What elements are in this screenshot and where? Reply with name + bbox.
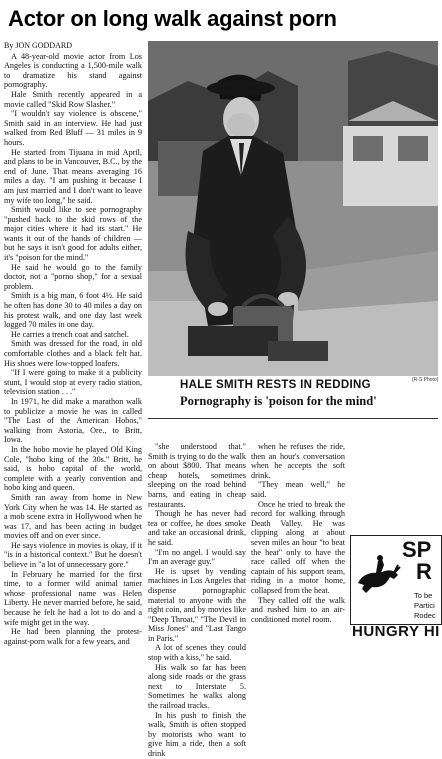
- paragraph: A 48-year-old movie actor from Los Angeles is conducting a 1,500-mile walk to dramatize his stand against pornography.: [4, 51, 142, 90]
- paragraph: "she understood that." Smith is trying to do the walk on about $800. That means cheap hotels, sometimes sleeping on the road behind barns, and eating in cheap restaurants.: [148, 442, 246, 509]
- news-photo: [148, 41, 438, 376]
- paragraph: "I wouldn't say violence is obscene," Smith said in an interview. He had just walked from Red Bluff — 31 miles in 9 hours.: [4, 109, 142, 147]
- photo-credit: (R-S Photo): [412, 377, 439, 383]
- ad-text-line: Partici: [414, 601, 435, 610]
- paragraph: Smith was dressed for the road, in old comfortable clothes and a black felt hat. His shoes were low-topped loafers.: [4, 339, 142, 368]
- paragraph: "I'm no angel. I would say I'm an average guy.": [148, 547, 246, 567]
- paragraph: In the hobo movie he played Old King Cole, "hobo king of the 30s." Britt, he said, is hobo capital of the world, complete with a yearly convention and hobo king and queen.: [4, 444, 142, 493]
- ad-text-line: Rodec: [414, 611, 436, 620]
- article-column-1: [4, 41, 142, 646]
- paragraph: Smith is a big man, 6 foot 4½. He said he often has done 30 to 40 miles a day on his protest walk, and one day last week logged 70 miles in one day.: [4, 291, 142, 330]
- paragraph: Smith would like to see pornography "pushed back to the skid rows of the major cities where it had its start." He wants it out of the hands of children — but he says it isn't good for adults either, it's "poison for the mind.": [4, 205, 142, 263]
- paragraph: He is upset by vending machines in Los Angeles that dispense pornographic material to anyone with the right coin, and by movies like "Deep Throat," "The Devil in Miss Jones" and "Last Tango in Paris.": [148, 566, 246, 643]
- ad-headline-word-1: SP: [402, 537, 432, 562]
- byline: By JON GODDARD: [4, 41, 73, 50]
- paragraph: He carries a trench coat and satchel.: [11, 329, 129, 339]
- paragraph: Smith ran away from home in New York City when he was 14. He started as a mob scene extra in Hollywood when he was 17, and has been acting in budget movies off and on ever since.: [4, 492, 142, 541]
- caption-divider: [148, 418, 438, 419]
- paragraph: Once he tried to break the record for walking through Death Valley. He was clipping along at about seven miles an hour "to beat the heat" only to have the race called off when the captain of his support team, riding in a motor home, collapsed from the heat.: [251, 499, 345, 595]
- paragraph: In 1971, he did make a marathon walk to publicize a movie he was in called "The Last of the American Hobos," walking from Astoria, Ore., to Britt, Iowa.: [4, 396, 142, 445]
- paragraph: They called off the walk and rushed him to an air-conditioned motel room.: [251, 595, 345, 624]
- paragraph: Hale Smith recently appeared in a movie called "Skid Row Slasher.": [4, 89, 142, 109]
- article-column-3: [251, 442, 345, 638]
- paragraph: He had been planning the protest-against-porn walk for a few years, and: [4, 627, 142, 646]
- paragraph: His walk so far has been along side roads or the grass next to Interstate 5. Sometimes he walks along the railroad tracks.: [148, 662, 246, 711]
- paragraph: He said he would go to the family doctor, not a "porno shop," for a sexual problem.: [4, 262, 142, 291]
- ad-headline-word-2: R: [416, 559, 432, 584]
- paragraph: when he refuses the ride, then an hour's conversation when he accepts the soft drink.: [251, 442, 345, 480]
- ad-banner-text: HUNGRY HI: [352, 623, 440, 640]
- paragraph: In his push to finish the walk, Smith is often stopped by motorists who want to give him a ride, then a soft drink: [148, 710, 246, 758]
- photo-caption-subtitle: Pornography is 'poison for the mind': [180, 394, 377, 408]
- paragraph: In February he married for the first time, to a former wild animal tamer whose professional name was Helen Liberty. He never married before, he said, because he felt he had a lot to do and a wife might get in the way.: [4, 569, 142, 627]
- ad-text-line: To be: [414, 591, 433, 600]
- paragraph: A lot of scenes they could stop with a kiss," he said.: [148, 643, 246, 663]
- article-column-2: [148, 442, 246, 758]
- paragraph: "They mean well," he said.: [251, 480, 345, 499]
- bull-rider-icon: [354, 553, 402, 597]
- headline: Actor on long walk against porn: [8, 6, 337, 31]
- paragraph: He says violence in movies is okay, if it "is in a historical context." But he doesn't believe in "a lot of unnecessary gore.": [4, 540, 142, 570]
- photo-caption-title: HALE SMITH RESTS IN REDDING: [180, 379, 371, 391]
- photo-illustration: [148, 41, 438, 376]
- paragraph: Though he has never had tea or coffee, he does smoke and take an occasional drink, he said.: [148, 509, 246, 547]
- advertisement: [350, 535, 442, 643]
- paragraph: "If I were going to make it a publicity stunt, I would stop at every radio station, television station . . .": [4, 368, 142, 397]
- paragraph: He started from Tijuana in mid April, and plans to be in Vancouver, B.C., by the end of June. That means averaging 16 miles a day. "I am pushing it because I am just married and I don't want to leave my wife too long," he said.: [4, 147, 142, 205]
